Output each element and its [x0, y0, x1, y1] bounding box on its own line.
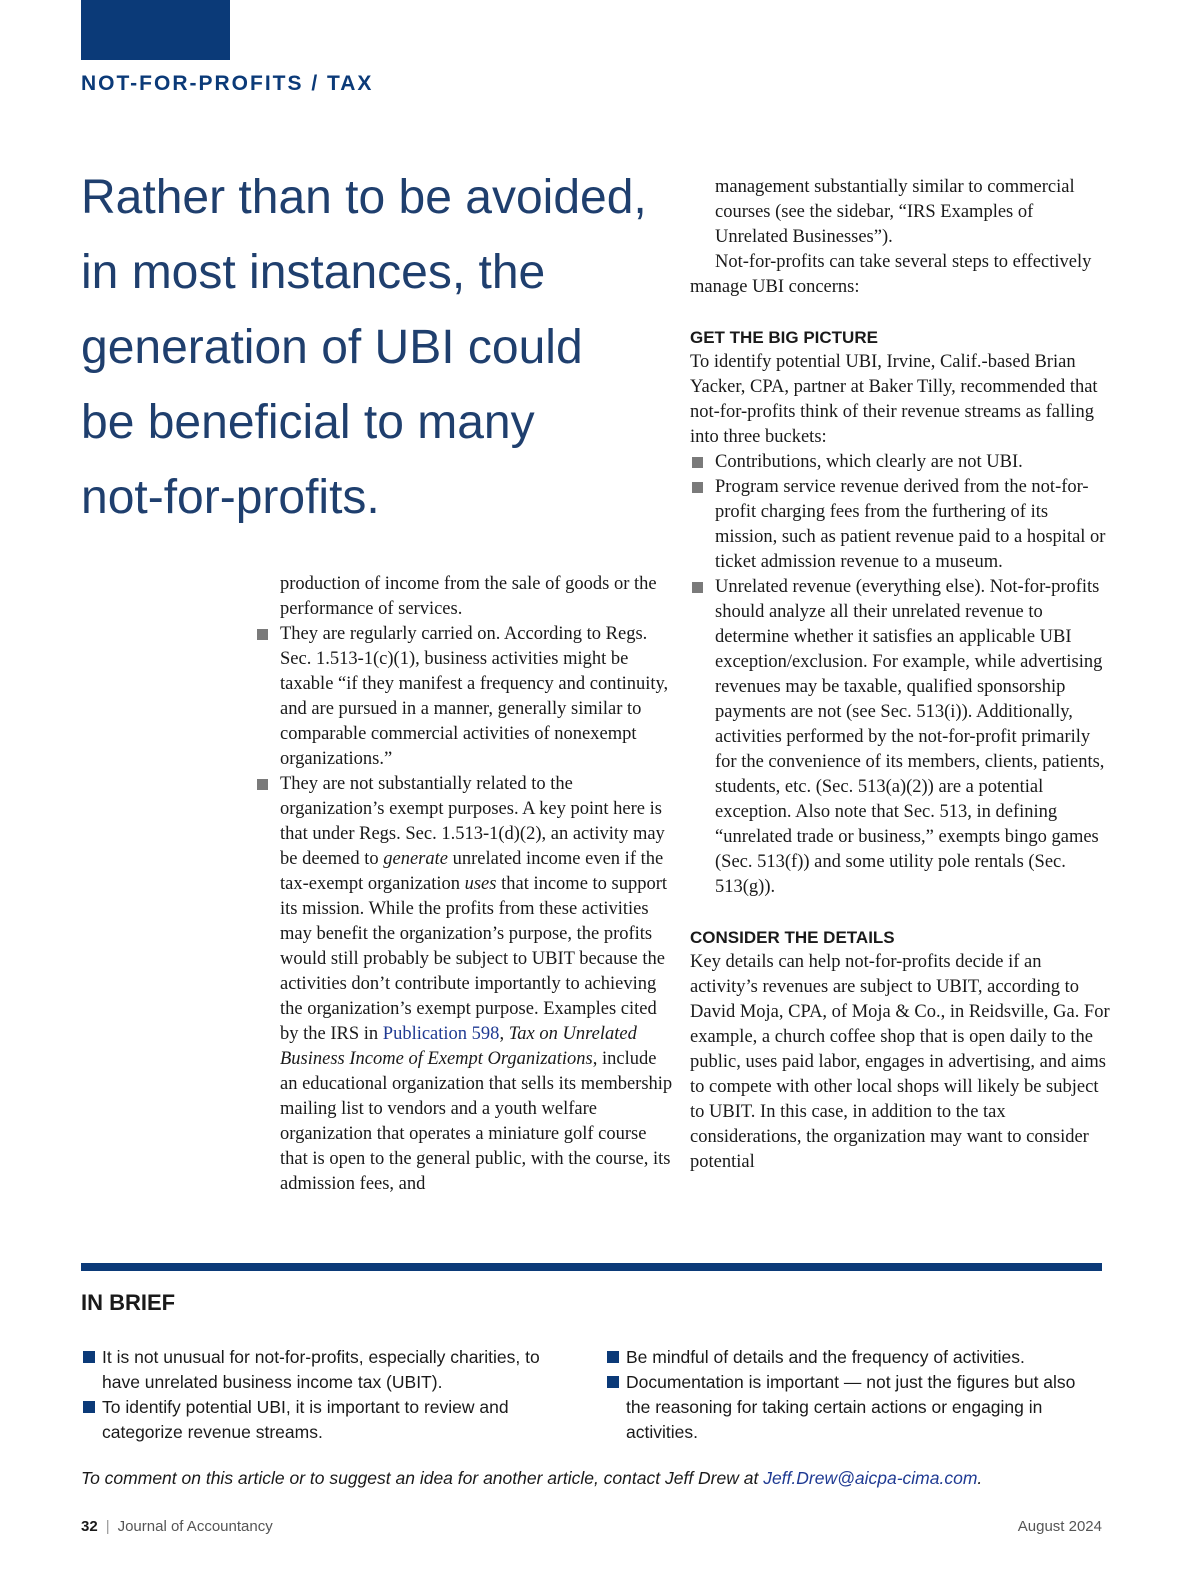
- editor-email-link[interactable]: Jeff.Drew@aicpa-cima.com: [763, 1468, 978, 1488]
- bullet-text: unrelated income even if the tax-exempt organization: [280, 849, 664, 894]
- square-bullet-icon: [83, 1401, 95, 1413]
- bullet-text: that income to support its mission. While the profits from these activities may benefit the organization’s purpose, the profits would still probably be subject to UBIT because the activities don’t contribute importantly to achieving the organization’s exempt purpose. Examples cited by the IRS in: [280, 874, 668, 1044]
- in-brief-item: [605, 1370, 1100, 1445]
- in-brief-title: IN BRIEF: [81, 1290, 176, 1315]
- square-bullet-icon: [607, 1376, 619, 1388]
- bucket-item: [690, 475, 1110, 575]
- in-brief-right-column: [605, 1345, 1100, 1445]
- journal-name: Journal of Accountancy: [117, 1518, 273, 1535]
- pull-quote-line: not-for-profits.: [81, 471, 380, 524]
- square-bullet-icon: [692, 582, 703, 593]
- bucket-item: [690, 575, 1110, 900]
- pull-quote-line: be beneficial to many: [81, 396, 535, 449]
- subheading-consider-details: CONSIDER THE DETAILS: [690, 928, 895, 947]
- in-brief-rule: [81, 1263, 1102, 1271]
- bucket-item: [690, 450, 1110, 475]
- pull-quote: [81, 160, 681, 535]
- article-column-left: [255, 572, 675, 1197]
- square-bullet-icon: [257, 779, 268, 790]
- criteria-bullet: [255, 772, 675, 1197]
- bullet-text: ,: [499, 1024, 509, 1044]
- intro-paragraph: Not-for-profits can take several steps to effectively manage UBI concerns:: [690, 252, 1092, 297]
- header-color-bar: [81, 0, 230, 60]
- emphasis-text: uses: [464, 874, 497, 894]
- square-bullet-icon: [83, 1351, 95, 1363]
- bullet-text: , include an educational organization that sells its membership mailing list to vendors and a youth welfare organization that operates a miniature golf course that is open to the general public, with the course, its admission fees, and: [280, 1049, 673, 1194]
- in-brief-text: Documentation is important — not just the figures but also the reasoning for taking certain actions or engaging in activities.: [626, 1372, 1076, 1442]
- in-brief-item: [81, 1395, 576, 1445]
- in-brief-text: To identify potential UBI, it is important to review and categorize revenue streams.: [102, 1397, 509, 1442]
- pull-quote-line: in most instances, the: [81, 246, 546, 299]
- bullet-text: They are not substantially related to the organization’s exempt purposes. A key point here is that under Regs. Sec. 1.513-1(d)(2), an activity may be deemed to: [280, 774, 665, 869]
- body-paragraph: To identify potential UBI, Irvine, Calif.-based Brian Yacker, CPA, partner at Baker Tilly, recommended that not-for-profits think of their revenue streams as falling into three buckets:: [690, 352, 1098, 447]
- in-brief-left-column: [81, 1345, 576, 1445]
- bucket-text: Program service revenue derived from the not-for-profit charging fees from the furthering of its mission, such as patient revenue paid to a hospital or ticket admission revenue to a museum.: [715, 477, 1106, 572]
- body-paragraph: Key details can help not-for-profits decide if an activity’s revenues are subject to UBIT, according to David Moja, CPA, of Moja & Co., in Reidsville, Ga. For example, a church coffee shop that is open daily to the public, uses paid labor, engages in advertising, and aims to compete with other local shops will likely be subject to UBIT. In this case, in addition to the tax considerations, the organization may want to consider potential: [690, 952, 1110, 1172]
- square-bullet-icon: [257, 629, 268, 640]
- bullet-text: They are regularly carried on. According to Regs. Sec. 1.513-1(c)(1), business activities might be taxable “if they manifest a frequency and continuity, and are pursued in a manner, generally similar to comparable commercial activities of nonexempt organizations.”: [280, 624, 669, 769]
- section-label: NOT-FOR-PROFITS / TAX: [81, 72, 374, 95]
- page-number: 32: [81, 1518, 98, 1535]
- bucket-text: Unrelated revenue (everything else). Not-for-profits should analyze all their unrelated revenue to determine whether it satisfies an applicable UBI exception/exclusion. For example, while advertising revenues may be taxable, qualified sponsorship payments are not (see Sec. 513(i)). Additionally, activities performed by the not-for-profit primarily for the convenience of its members, clients, patients, students, etc. (Sec. 513(a)(2)) are a potential exception. Also note that Sec. 513, in defining “unrelated trade or business,” exempts bingo games (Sec. 513(f)) and some utility pole rentals (Sec. 513(g)).: [715, 577, 1105, 897]
- in-brief-item: [81, 1345, 576, 1395]
- emphasis-text: generate: [383, 849, 448, 869]
- square-bullet-icon: [692, 482, 703, 493]
- footer-separator: |: [105, 1518, 110, 1535]
- square-bullet-icon: [607, 1351, 619, 1363]
- continued-paragraph: production of income from the sale of goods or the performance of services.: [280, 574, 657, 619]
- square-bullet-icon: [692, 457, 703, 468]
- pull-quote-line: Rather than to be avoided,: [81, 171, 647, 224]
- issue-date: August 2024: [1017, 1518, 1102, 1535]
- pull-quote-line: generation of UBI could: [81, 321, 583, 374]
- in-brief-text: It is not unusual for not-for-profits, especially charities, to have unrelated business income tax (UBIT).: [102, 1347, 540, 1392]
- comment-end: .: [977, 1468, 983, 1488]
- criteria-bullet: [255, 622, 675, 772]
- publication-598-link[interactable]: Publication 598: [382, 1024, 500, 1044]
- footer-folio: [81, 1518, 273, 1535]
- continued-paragraph: management substantially similar to commercial courses (see the sidebar, “IRS Examples of Unrelated Businesses”).: [715, 177, 1075, 247]
- publication-title: Tax on Unrelated Business Income of Exempt Organizations: [280, 1024, 637, 1069]
- comment-text: To comment on this article or to suggest an idea for another article, contact Jeff Drew at: [81, 1468, 764, 1488]
- in-brief-item: [605, 1345, 1100, 1370]
- article-column-right: [690, 175, 1110, 1175]
- in-brief-text: Be mindful of details and the frequency of activities.: [626, 1347, 1025, 1367]
- bucket-text: Contributions, which clearly are not UBI.: [715, 452, 1023, 472]
- comment-note: [81, 1468, 982, 1489]
- subheading-big-picture: GET THE BIG PICTURE: [690, 328, 878, 347]
